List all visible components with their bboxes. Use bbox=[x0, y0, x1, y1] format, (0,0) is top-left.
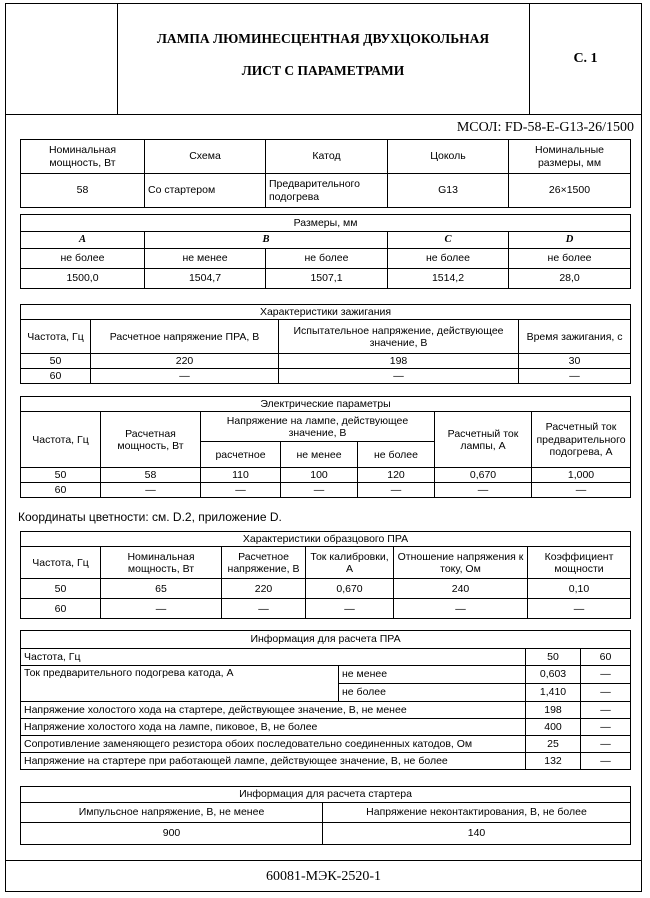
value-cell: 198 bbox=[279, 354, 519, 369]
value-cell: — bbox=[279, 369, 519, 384]
value-cell: 400 bbox=[526, 719, 581, 736]
value-cell: 65 bbox=[101, 579, 222, 599]
value-cell: 1500,0 bbox=[21, 269, 145, 289]
header-cell: Номинальная мощность, Вт bbox=[101, 547, 222, 579]
header-cell: Расчетный ток предварительного подогрева, А bbox=[532, 412, 631, 468]
value-cell: G13 bbox=[388, 174, 509, 208]
electrical-table bbox=[20, 396, 631, 498]
header-cell: расчетное bbox=[201, 442, 281, 468]
row-label: Сопротивление заменяющего резистора обоих последовательно соединенных катодов, Ом bbox=[21, 736, 526, 753]
value-cell: 240 bbox=[394, 579, 528, 599]
header-cell: Испытательное напряжение, действующее значение, В bbox=[279, 320, 519, 354]
value-cell: 50 bbox=[21, 354, 91, 369]
dim-label: D bbox=[509, 232, 631, 249]
limit-cell: не более bbox=[388, 249, 509, 269]
value-cell: 1507,1 bbox=[266, 269, 388, 289]
value-cell: 220 bbox=[91, 354, 279, 369]
dim-label: A bbox=[21, 232, 145, 249]
header-cell: не более bbox=[358, 442, 435, 468]
value-cell: — bbox=[519, 369, 631, 384]
value-cell: 1504,7 bbox=[145, 269, 266, 289]
value-cell: — bbox=[101, 599, 222, 619]
value-cell: 60 bbox=[21, 599, 101, 619]
value-cell: 60 bbox=[581, 649, 631, 666]
value-cell: Предварительного подогрева bbox=[266, 174, 388, 208]
value-cell: 26×1500 bbox=[509, 174, 631, 208]
starter-info-table bbox=[20, 786, 631, 845]
limit-cell: не более bbox=[509, 249, 631, 269]
header-cell: Импульсное напряжение, В, не менее bbox=[21, 803, 323, 823]
value-cell: 28,0 bbox=[509, 269, 631, 289]
value-cell: 0,603 bbox=[526, 666, 581, 684]
value-cell: 220 bbox=[222, 579, 306, 599]
limit-label: не более bbox=[339, 684, 526, 702]
limit-label: не менее bbox=[339, 666, 526, 684]
value-cell: 60 bbox=[21, 483, 101, 498]
value-cell: 900 bbox=[21, 823, 323, 845]
page-number: С. 1 bbox=[573, 51, 598, 66]
header-cell: Номинальные размеры, мм bbox=[509, 140, 631, 174]
header-cell: Расчетное напряжение, В bbox=[222, 547, 306, 579]
sheet-subtitle: ЛИСТ С ПАРАМЕТРАМИ bbox=[241, 63, 405, 78]
value-cell: 1514,2 bbox=[388, 269, 509, 289]
value-cell: — bbox=[306, 599, 394, 619]
value-cell: 132 bbox=[526, 753, 581, 770]
sheet-header bbox=[5, 3, 642, 115]
row-label: Напряжение холостого хода на стартере, действующее значение, В, не менее bbox=[21, 702, 526, 719]
value-cell: — bbox=[581, 684, 631, 702]
value-cell: 0,670 bbox=[435, 468, 532, 483]
value-cell: 120 bbox=[358, 468, 435, 483]
row-label: Напряжение холостого хода на лампе, пиковое, В, не более bbox=[21, 719, 526, 736]
value-cell: 58 bbox=[101, 468, 201, 483]
header-cell: Частота, Гц bbox=[21, 412, 101, 468]
header-cell: Коэффициент мощности bbox=[528, 547, 631, 579]
section-title: Информация для расчета стартера bbox=[21, 787, 631, 803]
value-cell: 30 bbox=[519, 354, 631, 369]
header-cell: Частота, Гц bbox=[21, 547, 101, 579]
value-cell: 58 bbox=[21, 174, 145, 208]
lamp-designation: МСОЛ: FD-58-E-G13-26/1500 bbox=[456, 120, 634, 135]
header-cell: Частота, Гц bbox=[21, 320, 91, 354]
value-cell: 140 bbox=[323, 823, 631, 845]
value-cell: — bbox=[581, 736, 631, 753]
value-cell: — bbox=[281, 483, 358, 498]
header-cell: Цоколь bbox=[388, 140, 509, 174]
value-cell: — bbox=[394, 599, 528, 619]
value-cell: 110 bbox=[201, 468, 281, 483]
header-cell: Напряжение на лампе, действующее значение, В bbox=[201, 412, 435, 442]
value-cell: — bbox=[532, 483, 631, 498]
value-cell: 1,000 bbox=[532, 468, 631, 483]
value-cell: 50 bbox=[21, 579, 101, 599]
value-cell: — bbox=[201, 483, 281, 498]
value-cell: — bbox=[435, 483, 532, 498]
header-cell: Расчетный ток лампы, А bbox=[435, 412, 532, 468]
header-cell: Номинальная мощность, Вт bbox=[21, 140, 145, 174]
value-cell: 60 bbox=[21, 369, 91, 384]
limit-cell: не более bbox=[21, 249, 145, 269]
section-title: Характеристики образцового ПРА bbox=[21, 532, 631, 547]
header-divider bbox=[117, 3, 118, 114]
header-cell: Время зажигания, с bbox=[519, 320, 631, 354]
value-cell: — bbox=[101, 483, 201, 498]
value-cell: Со стартером bbox=[145, 174, 266, 208]
limit-cell: не более bbox=[266, 249, 388, 269]
value-cell: 1,410 bbox=[526, 684, 581, 702]
sheet-title: ЛАМПА ЛЮМИНЕСЦЕНТНАЯ ДВУХЦОКОЛЬНАЯ bbox=[156, 31, 490, 46]
value-cell: 198 bbox=[526, 702, 581, 719]
value-cell: — bbox=[581, 719, 631, 736]
section-title: Размеры, мм bbox=[21, 215, 631, 232]
value-cell: 0,670 bbox=[306, 579, 394, 599]
header-cell: Ток калибровки, А bbox=[306, 547, 394, 579]
section-title: Информация для расчета ПРА bbox=[21, 631, 631, 649]
ballast-info-table bbox=[20, 630, 631, 770]
header-cell: Расчетная мощность, Вт bbox=[101, 412, 201, 468]
value-cell: — bbox=[358, 483, 435, 498]
row-label: Частота, Гц bbox=[21, 649, 526, 666]
header-cell: Катод bbox=[266, 140, 388, 174]
value-cell: 50 bbox=[21, 468, 101, 483]
value-cell: — bbox=[581, 702, 631, 719]
chromaticity-note: Координаты цветности: см. D.2, приложение D. bbox=[18, 510, 282, 524]
section-title: Электрические параметры bbox=[21, 397, 631, 412]
dimensions-table bbox=[20, 214, 631, 289]
header-cell: Расчетное напряжение ПРА, В bbox=[91, 320, 279, 354]
limit-cell: не менее bbox=[145, 249, 266, 269]
header-cell: Напряжение неконтактирования, В, не более bbox=[323, 803, 631, 823]
value-cell: 0,10 bbox=[528, 579, 631, 599]
value-cell: — bbox=[222, 599, 306, 619]
value-cell: — bbox=[528, 599, 631, 619]
row-label: Ток предварительного подогрева катода, А bbox=[21, 666, 339, 702]
value-cell: 25 bbox=[526, 736, 581, 753]
value-cell: — bbox=[91, 369, 279, 384]
header-cell: Отношение напряжения к току, Ом bbox=[394, 547, 528, 579]
section-title: Характеристики зажигания bbox=[21, 305, 631, 320]
value-cell: — bbox=[581, 666, 631, 684]
value-cell: 50 bbox=[526, 649, 581, 666]
header-cell: не менее bbox=[281, 442, 358, 468]
value-cell: — bbox=[581, 753, 631, 770]
document-footer: 60081-МЭК-2520-1 bbox=[5, 860, 642, 892]
ignition-table bbox=[20, 304, 631, 384]
value-cell: 100 bbox=[281, 468, 358, 483]
dim-label: C bbox=[388, 232, 509, 249]
general-table bbox=[20, 139, 631, 208]
ballast-table bbox=[20, 531, 631, 619]
header-cell: Схема bbox=[145, 140, 266, 174]
row-label: Напряжение на стартере при работающей лампе, действующее значение, В, не более bbox=[21, 753, 526, 770]
dim-label: B bbox=[145, 232, 388, 249]
